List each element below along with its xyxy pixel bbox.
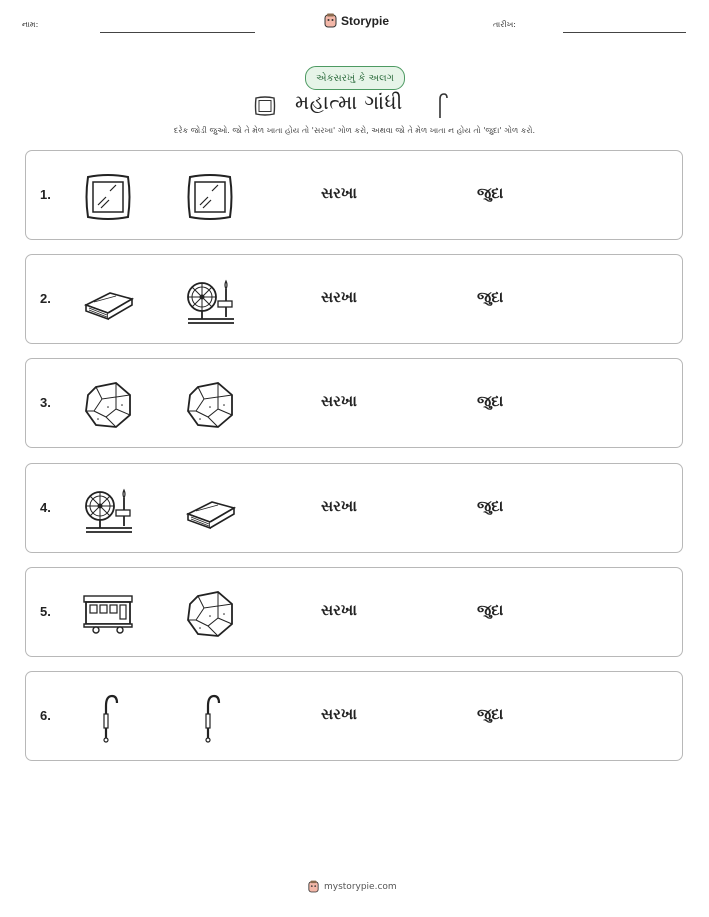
question-number: 4. <box>40 500 51 515</box>
same-option[interactable]: સરખા <box>321 601 357 619</box>
footer <box>308 880 397 893</box>
question-number: 5. <box>40 604 51 619</box>
instructions: દરેક જોડી જુઓ. જો તે મેળ ખાતા હોય તો 'સરખા' ગોળ કરો, અથવા જો તે મેળ ખાતા ન હોય તો 'જુદા' ગોળ કરો. <box>173 126 536 135</box>
date-field[interactable] <box>563 32 686 33</box>
storypie-mascot-icon <box>324 13 337 28</box>
footer-url: mystorypie.com <box>324 881 397 892</box>
same-option[interactable]: સરખા <box>321 288 357 306</box>
question-row <box>25 358 683 448</box>
question-number: 2. <box>40 291 51 306</box>
question-number: 3. <box>40 395 51 410</box>
walking-stick-icon <box>182 692 238 744</box>
worksheet-type-badge: એકસરખું કે અલગ <box>305 66 405 90</box>
spinning-wheel-icon <box>80 484 136 536</box>
walking-stick-icon <box>80 692 136 744</box>
brand-name: Storypie <box>341 13 390 28</box>
rock-icon <box>182 379 238 431</box>
glass-pane-icon <box>182 171 238 223</box>
question-row <box>25 567 683 657</box>
different-option[interactable]: જુદા <box>477 288 504 306</box>
question-row <box>25 671 683 761</box>
different-option[interactable]: જુદા <box>477 705 504 723</box>
different-option[interactable]: જુદા <box>477 392 504 410</box>
rock-icon <box>80 379 136 431</box>
same-option[interactable]: સરખા <box>321 705 357 723</box>
same-option[interactable]: સરખા <box>321 497 357 515</box>
walking-stick-icon <box>434 92 450 120</box>
spinning-wheel-icon <box>182 275 238 327</box>
rock-icon <box>182 588 238 640</box>
book-icon <box>80 275 136 327</box>
book-icon <box>182 484 238 536</box>
storypie-mascot-icon <box>308 880 319 893</box>
question-row <box>25 150 683 240</box>
glass-pane-icon <box>253 94 277 118</box>
question-row <box>25 463 683 553</box>
question-row <box>25 254 683 344</box>
question-number: 1. <box>40 187 51 202</box>
different-option[interactable]: જુદા <box>477 184 504 202</box>
name-field[interactable] <box>100 32 255 33</box>
name-label: નામ: <box>22 20 39 29</box>
different-option[interactable]: જુદા <box>477 497 504 515</box>
date-label: તારીખ: <box>493 20 516 29</box>
question-number: 6. <box>40 708 51 723</box>
same-option[interactable]: સરખા <box>321 392 357 410</box>
page-title: મહાત્મા ગાંધી <box>295 90 403 114</box>
different-option[interactable]: જુદા <box>477 601 504 619</box>
tram-icon <box>80 588 136 640</box>
same-option[interactable]: સરખા <box>321 184 357 202</box>
brand-logo <box>324 13 389 28</box>
glass-pane-icon <box>80 171 136 223</box>
